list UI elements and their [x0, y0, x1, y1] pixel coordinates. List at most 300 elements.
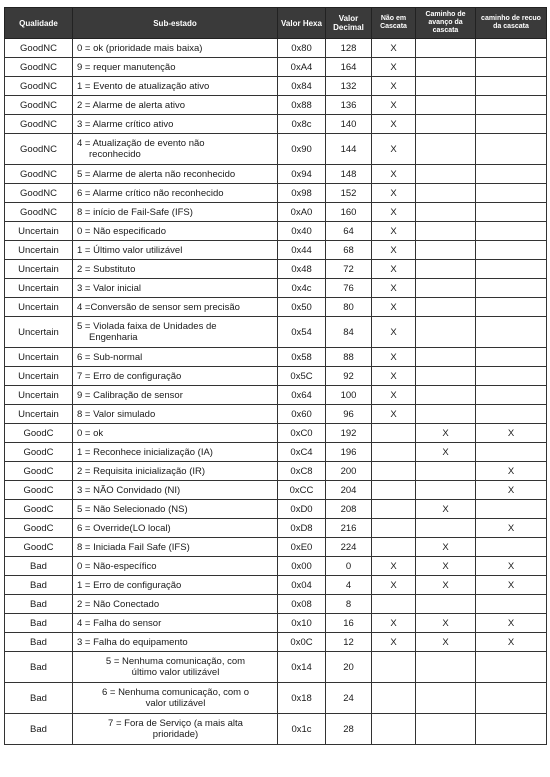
table-row: [5, 538, 547, 557]
cell-caminho-avanco: [416, 595, 476, 614]
table-row: [5, 405, 547, 424]
sub-estado-line1: 5 = Alarme de alerta não reconhecido: [77, 168, 236, 180]
cell-valor-decimal: 88: [326, 348, 372, 367]
table-row: [5, 58, 547, 77]
sub-estado-line1: 5 = Nenhuma comunicação, com: [105, 656, 246, 667]
cell-caminho-recuo: X: [476, 462, 547, 481]
cell-qualidade: Uncertain: [5, 386, 73, 405]
cell-sub-estado: [73, 443, 278, 462]
cell-nao-em-cascata: X: [372, 222, 416, 241]
cell-caminho-avanco: X: [416, 538, 476, 557]
cell-sub-estado: [73, 424, 278, 443]
cell-sub-estado: [73, 481, 278, 500]
cell-sub-estado: [73, 58, 278, 77]
cell-nao-em-cascata: X: [372, 260, 416, 279]
cell-qualidade: Bad: [5, 595, 73, 614]
cell-caminho-avanco: X: [416, 557, 476, 576]
cell-sub-estado: [73, 614, 278, 633]
cell-sub-estado: [73, 298, 278, 317]
cell-nao-em-cascata: X: [372, 386, 416, 405]
cell-valor-decimal: 152: [326, 184, 372, 203]
cell-caminho-avanco: X: [416, 614, 476, 633]
cell-valor-decimal: 12: [326, 633, 372, 652]
cell-valor-decimal: 24: [326, 683, 372, 714]
cell-valor-hexa: 0x60: [278, 405, 326, 424]
cell-caminho-recuo: [476, 165, 547, 184]
cell-valor-hexa: 0x94: [278, 165, 326, 184]
cell-nao-em-cascata: X: [372, 96, 416, 115]
cell-sub-estado: [73, 222, 278, 241]
sub-estado-line1: 7 = Fora de Serviço (a mais alta: [108, 718, 243, 729]
cell-qualidade: GoodNC: [5, 134, 73, 165]
cell-sub-estado: [73, 184, 278, 203]
cell-sub-estado: [73, 595, 278, 614]
table-row: [5, 633, 547, 652]
cell-valor-hexa: 0x14: [278, 652, 326, 683]
cell-caminho-avanco: [416, 39, 476, 58]
table-row: [5, 683, 547, 714]
cell-qualidade: Bad: [5, 557, 73, 576]
cell-valor-hexa: 0xA0: [278, 203, 326, 222]
cell-caminho-recuo: [476, 367, 547, 386]
cell-nao-em-cascata: [372, 683, 416, 714]
sub-estado-line1: 2 = Não Conectado: [77, 598, 160, 610]
cell-sub-estado: [73, 500, 278, 519]
cell-qualidade: GoodC: [5, 462, 73, 481]
sub-estado-line1: 3 = Alarme crítico ativo: [77, 118, 174, 130]
cell-valor-decimal: 132: [326, 77, 372, 96]
cell-sub-estado: [73, 241, 278, 260]
cell-caminho-avanco: [416, 298, 476, 317]
sub-estado-line1: 3 = Falha do equipamento: [77, 636, 188, 648]
cell-valor-decimal: 68: [326, 241, 372, 260]
cell-sub-estado: [73, 683, 278, 714]
table-row: [5, 134, 547, 165]
cell-caminho-avanco: [416, 481, 476, 500]
cell-nao-em-cascata: [372, 424, 416, 443]
cell-valor-decimal: 72: [326, 260, 372, 279]
cell-caminho-recuo: [476, 96, 547, 115]
cell-caminho-avanco: [416, 367, 476, 386]
cell-caminho-avanco: [416, 222, 476, 241]
cell-caminho-avanco: [416, 279, 476, 298]
table-body: [5, 39, 547, 745]
cell-nao-em-cascata: X: [372, 115, 416, 134]
cell-qualidade: GoodC: [5, 424, 73, 443]
cell-qualidade: Bad: [5, 614, 73, 633]
cell-valor-decimal: 4: [326, 576, 372, 595]
cell-nao-em-cascata: X: [372, 614, 416, 633]
cell-nao-em-cascata: X: [372, 348, 416, 367]
cell-nao-em-cascata: X: [372, 279, 416, 298]
cell-qualidade: GoodNC: [5, 203, 73, 222]
cell-sub-estado: [73, 576, 278, 595]
sub-estado-line2: último valor utilizável: [131, 667, 220, 678]
cell-nao-em-cascata: X: [372, 576, 416, 595]
table-row: [5, 481, 547, 500]
cell-caminho-recuo: [476, 184, 547, 203]
cell-nao-em-cascata: X: [372, 367, 416, 386]
cell-sub-estado: [73, 405, 278, 424]
cell-valor-decimal: 160: [326, 203, 372, 222]
cell-valor-hexa: 0x48: [278, 260, 326, 279]
cell-sub-estado: [73, 39, 278, 58]
cell-valor-hexa: 0x8c: [278, 115, 326, 134]
cell-caminho-recuo: X: [476, 424, 547, 443]
cell-nao-em-cascata: X: [372, 77, 416, 96]
sub-estado-line2: prioridade): [152, 729, 199, 740]
cell-sub-estado: [73, 348, 278, 367]
cell-valor-hexa: 0x4c: [278, 279, 326, 298]
cell-valor-decimal: 16: [326, 614, 372, 633]
cell-nao-em-cascata: [372, 462, 416, 481]
cell-valor-decimal: 128: [326, 39, 372, 58]
header-valor-hexa: Valor Hexa: [278, 8, 326, 39]
cell-valor-hexa: 0xC8: [278, 462, 326, 481]
table-row: [5, 184, 547, 203]
cell-sub-estado: [73, 462, 278, 481]
cell-caminho-avanco: [416, 134, 476, 165]
cell-nao-em-cascata: X: [372, 184, 416, 203]
sub-estado-line1: 4 = Falha do sensor: [77, 617, 162, 629]
table-header: [5, 8, 547, 39]
sub-estado-line2: Engenharia: [89, 332, 138, 343]
sub-estado-line1: 2 = Alarme de alerta ativo: [77, 99, 185, 111]
cell-nao-em-cascata: X: [372, 165, 416, 184]
cell-qualidade: Uncertain: [5, 260, 73, 279]
cell-caminho-recuo: [476, 222, 547, 241]
table-row: [5, 203, 547, 222]
cell-qualidade: GoodC: [5, 481, 73, 500]
cell-valor-hexa: 0x08: [278, 595, 326, 614]
sub-estado-line1: 6 = Sub-normal: [77, 351, 143, 363]
table-row: [5, 386, 547, 405]
cell-caminho-recuo: [476, 58, 547, 77]
cell-qualidade: GoodNC: [5, 115, 73, 134]
cell-qualidade: Uncertain: [5, 241, 73, 260]
cell-qualidade: GoodC: [5, 538, 73, 557]
cell-caminho-recuo: X: [476, 633, 547, 652]
cell-caminho-avanco: X: [416, 576, 476, 595]
cell-valor-decimal: 0: [326, 557, 372, 576]
sub-estado-line1: 7 = Erro de configuração: [77, 370, 182, 382]
table-row: [5, 279, 547, 298]
cell-sub-estado: [73, 279, 278, 298]
cell-caminho-avanco: X: [416, 443, 476, 462]
cell-qualidade: GoodNC: [5, 96, 73, 115]
cell-qualidade: Uncertain: [5, 348, 73, 367]
cell-valor-hexa: 0x1c: [278, 714, 326, 745]
sub-estado-line1: 0 = ok: [77, 427, 104, 439]
cell-sub-estado: [73, 538, 278, 557]
cell-caminho-recuo: [476, 77, 547, 96]
cell-nao-em-cascata: [372, 652, 416, 683]
sub-estado-line1: 6 = Override(LO local): [77, 522, 171, 534]
table-row: [5, 39, 547, 58]
cell-qualidade: GoodNC: [5, 184, 73, 203]
cell-qualidade: Bad: [5, 652, 73, 683]
cell-nao-em-cascata: X: [372, 58, 416, 77]
cell-sub-estado: [73, 165, 278, 184]
sub-estado-line1: 2 = Substituto: [77, 263, 136, 275]
cell-caminho-recuo: [476, 298, 547, 317]
header-nao-em-cascata: Não em Cascata: [372, 8, 416, 39]
cell-caminho-recuo: X: [476, 557, 547, 576]
cell-caminho-avanco: [416, 203, 476, 222]
table-row: [5, 424, 547, 443]
cell-valor-hexa: 0x18: [278, 683, 326, 714]
cell-qualidade: GoodC: [5, 519, 73, 538]
table-row: [5, 96, 547, 115]
cell-caminho-avanco: [416, 260, 476, 279]
status-table: [4, 7, 547, 745]
cell-qualidade: Uncertain: [5, 222, 73, 241]
cell-caminho-recuo: [476, 443, 547, 462]
table-row: [5, 557, 547, 576]
cell-valor-hexa: 0xD0: [278, 500, 326, 519]
cell-sub-estado: [73, 77, 278, 96]
sub-estado-line1: 3 = NÃO Convidado (NI): [77, 484, 181, 496]
cell-caminho-avanco: [416, 462, 476, 481]
sub-estado-line1: 1 = Erro de configuração: [77, 579, 182, 591]
cell-valor-hexa: 0x5C: [278, 367, 326, 386]
cell-qualidade: Bad: [5, 633, 73, 652]
cell-qualidade: Bad: [5, 683, 73, 714]
cell-caminho-recuo: [476, 538, 547, 557]
header-valor-decimal: Valor Decimal: [326, 8, 372, 39]
cell-valor-hexa: 0x04: [278, 576, 326, 595]
cell-valor-decimal: 200: [326, 462, 372, 481]
cell-valor-decimal: 8: [326, 595, 372, 614]
cell-nao-em-cascata: X: [372, 405, 416, 424]
cell-valor-decimal: 28: [326, 714, 372, 745]
cell-nao-em-cascata: [372, 443, 416, 462]
cell-caminho-avanco: [416, 683, 476, 714]
cell-sub-estado: [73, 96, 278, 115]
cell-valor-decimal: 144: [326, 134, 372, 165]
sub-estado-line1: 0 = Não especificado: [77, 225, 166, 237]
cell-sub-estado: [73, 203, 278, 222]
cell-valor-hexa: 0x54: [278, 317, 326, 348]
table-row: [5, 714, 547, 745]
cell-caminho-avanco: [416, 714, 476, 745]
cell-valor-decimal: 96: [326, 405, 372, 424]
cell-caminho-avanco: [416, 317, 476, 348]
cell-sub-estado: [73, 633, 278, 652]
cell-nao-em-cascata: X: [372, 633, 416, 652]
cell-caminho-recuo: [476, 348, 547, 367]
header-caminho-recuo: caminho de recuo da cascata: [476, 8, 547, 39]
table-row: [5, 576, 547, 595]
cell-valor-hexa: 0x00: [278, 557, 326, 576]
cell-valor-decimal: 148: [326, 165, 372, 184]
cell-valor-hexa: 0x58: [278, 348, 326, 367]
sub-estado-line1: 2 = Requisita inicialização (IR): [77, 465, 206, 477]
cell-caminho-recuo: [476, 134, 547, 165]
table-row: [5, 165, 547, 184]
cell-nao-em-cascata: X: [372, 39, 416, 58]
cell-caminho-avanco: X: [416, 633, 476, 652]
sub-estado-line1: 4 = Atualização de evento não: [77, 138, 205, 149]
sub-estado-line1: 4 =Conversão de sensor sem precisão: [77, 301, 240, 313]
table-row: [5, 595, 547, 614]
cell-sub-estado: [73, 367, 278, 386]
table-row: [5, 652, 547, 683]
cell-valor-hexa: 0xE0: [278, 538, 326, 557]
cell-caminho-recuo: [476, 39, 547, 58]
cell-caminho-recuo: X: [476, 481, 547, 500]
cell-caminho-recuo: [476, 652, 547, 683]
cell-caminho-avanco: [416, 58, 476, 77]
table-row: [5, 614, 547, 633]
cell-qualidade: GoodNC: [5, 165, 73, 184]
table-row: [5, 222, 547, 241]
sub-estado-line1: 5 = Não Selecionado (NS): [77, 503, 188, 515]
sub-estado-line2: valor utilizável: [145, 698, 206, 709]
table-row: [5, 260, 547, 279]
cell-nao-em-cascata: [372, 595, 416, 614]
sub-estado-line1: 1 = Reconhece inicialização (IA): [77, 446, 213, 458]
cell-qualidade: Bad: [5, 714, 73, 745]
cell-nao-em-cascata: [372, 714, 416, 745]
sub-estado-line1: 0 = Não-específico: [77, 560, 157, 572]
cell-valor-decimal: 216: [326, 519, 372, 538]
cell-caminho-avanco: [416, 386, 476, 405]
table-row: [5, 241, 547, 260]
cell-caminho-avanco: [416, 165, 476, 184]
cell-valor-hexa: 0x98: [278, 184, 326, 203]
cell-nao-em-cascata: X: [372, 203, 416, 222]
cell-valor-hexa: 0x90: [278, 134, 326, 165]
cell-valor-decimal: 76: [326, 279, 372, 298]
cell-qualidade: Bad: [5, 576, 73, 595]
cell-caminho-recuo: [476, 317, 547, 348]
sub-estado-line1: 0 = ok (prioridade mais baixa): [77, 42, 203, 54]
cell-caminho-recuo: [476, 260, 547, 279]
status-table-container: [4, 7, 547, 745]
sub-estado-line1: 6 = Alarme crítico não reconhecido: [77, 187, 224, 199]
cell-valor-decimal: 204: [326, 481, 372, 500]
cell-caminho-avanco: [416, 241, 476, 260]
cell-qualidade: Uncertain: [5, 405, 73, 424]
cell-sub-estado: [73, 714, 278, 745]
cell-caminho-recuo: [476, 203, 547, 222]
table-row: [5, 462, 547, 481]
cell-valor-decimal: 92: [326, 367, 372, 386]
cell-valor-decimal: 224: [326, 538, 372, 557]
header-qualidade: Qualidade: [5, 8, 73, 39]
cell-caminho-avanco: [416, 77, 476, 96]
cell-nao-em-cascata: X: [372, 241, 416, 260]
cell-nao-em-cascata: [372, 519, 416, 538]
cell-caminho-avanco: [416, 96, 476, 115]
table-row: [5, 115, 547, 134]
cell-nao-em-cascata: [372, 481, 416, 500]
cell-valor-hexa: 0xCC: [278, 481, 326, 500]
table-row: [5, 367, 547, 386]
cell-valor-hexa: 0x50: [278, 298, 326, 317]
cell-sub-estado: [73, 557, 278, 576]
cell-valor-hexa: 0xD8: [278, 519, 326, 538]
cell-valor-hexa: 0x64: [278, 386, 326, 405]
cell-valor-hexa: 0x88: [278, 96, 326, 115]
cell-caminho-recuo: [476, 241, 547, 260]
cell-qualidade: Uncertain: [5, 367, 73, 386]
cell-nao-em-cascata: [372, 538, 416, 557]
cell-valor-decimal: 20: [326, 652, 372, 683]
cell-caminho-recuo: [476, 115, 547, 134]
cell-caminho-avanco: X: [416, 500, 476, 519]
sub-estado-line1: 8 = início de Fail-Safe (IFS): [77, 206, 193, 218]
cell-nao-em-cascata: [372, 500, 416, 519]
table-row: [5, 519, 547, 538]
cell-qualidade: GoodNC: [5, 58, 73, 77]
cell-nao-em-cascata: X: [372, 298, 416, 317]
cell-valor-decimal: 196: [326, 443, 372, 462]
sub-estado-line1: 9 = Calibração de sensor: [77, 389, 183, 401]
cell-qualidade: Uncertain: [5, 279, 73, 298]
cell-qualidade: GoodNC: [5, 39, 73, 58]
cell-valor-hexa: 0x44: [278, 241, 326, 260]
sub-estado-line2: reconhecido: [89, 149, 141, 160]
cell-sub-estado: [73, 652, 278, 683]
table-row: [5, 77, 547, 96]
cell-caminho-recuo: [476, 405, 547, 424]
table-row: [5, 443, 547, 462]
sub-estado-line1: 8 = Iniciada Fail Safe (IFS): [77, 541, 190, 553]
cell-caminho-avanco: [416, 348, 476, 367]
cell-qualidade: Uncertain: [5, 317, 73, 348]
cell-qualidade: Uncertain: [5, 298, 73, 317]
table-row: [5, 500, 547, 519]
cell-caminho-recuo: [476, 279, 547, 298]
cell-valor-decimal: 84: [326, 317, 372, 348]
table-row: [5, 317, 547, 348]
cell-valor-decimal: 64: [326, 222, 372, 241]
cell-caminho-avanco: [416, 652, 476, 683]
sub-estado-line1: 6 = Nenhuma comunicação, com o: [101, 687, 250, 698]
cell-caminho-recuo: X: [476, 576, 547, 595]
cell-caminho-avanco: [416, 115, 476, 134]
cell-valor-hexa: 0xA4: [278, 58, 326, 77]
cell-valor-decimal: 192: [326, 424, 372, 443]
cell-valor-hexa: 0xC4: [278, 443, 326, 462]
cell-valor-hexa: 0x80: [278, 39, 326, 58]
cell-valor-decimal: 164: [326, 58, 372, 77]
cell-caminho-recuo: X: [476, 614, 547, 633]
cell-caminho-recuo: [476, 386, 547, 405]
sub-estado-line1: 8 = Valor simulado: [77, 408, 156, 420]
cell-valor-decimal: 80: [326, 298, 372, 317]
sub-estado-line1: 1 = Último valor utilizável: [77, 244, 183, 256]
sub-estado-line1: 1 = Evento de atualização ativo: [77, 80, 210, 92]
sub-estado-line1: 5 = Violada faixa de Unidades de: [77, 321, 217, 332]
cell-caminho-avanco: [416, 184, 476, 203]
cell-sub-estado: [73, 260, 278, 279]
cell-caminho-recuo: [476, 595, 547, 614]
cell-qualidade: GoodNC: [5, 77, 73, 96]
cell-caminho-avanco: [416, 519, 476, 538]
cell-qualidade: GoodC: [5, 500, 73, 519]
cell-sub-estado: [73, 134, 278, 165]
cell-nao-em-cascata: X: [372, 317, 416, 348]
header-sub-estado: Sub-estado: [73, 8, 278, 39]
cell-valor-decimal: 140: [326, 115, 372, 134]
cell-caminho-recuo: [476, 714, 547, 745]
table-row: [5, 348, 547, 367]
cell-caminho-recuo: X: [476, 519, 547, 538]
cell-caminho-recuo: [476, 500, 547, 519]
